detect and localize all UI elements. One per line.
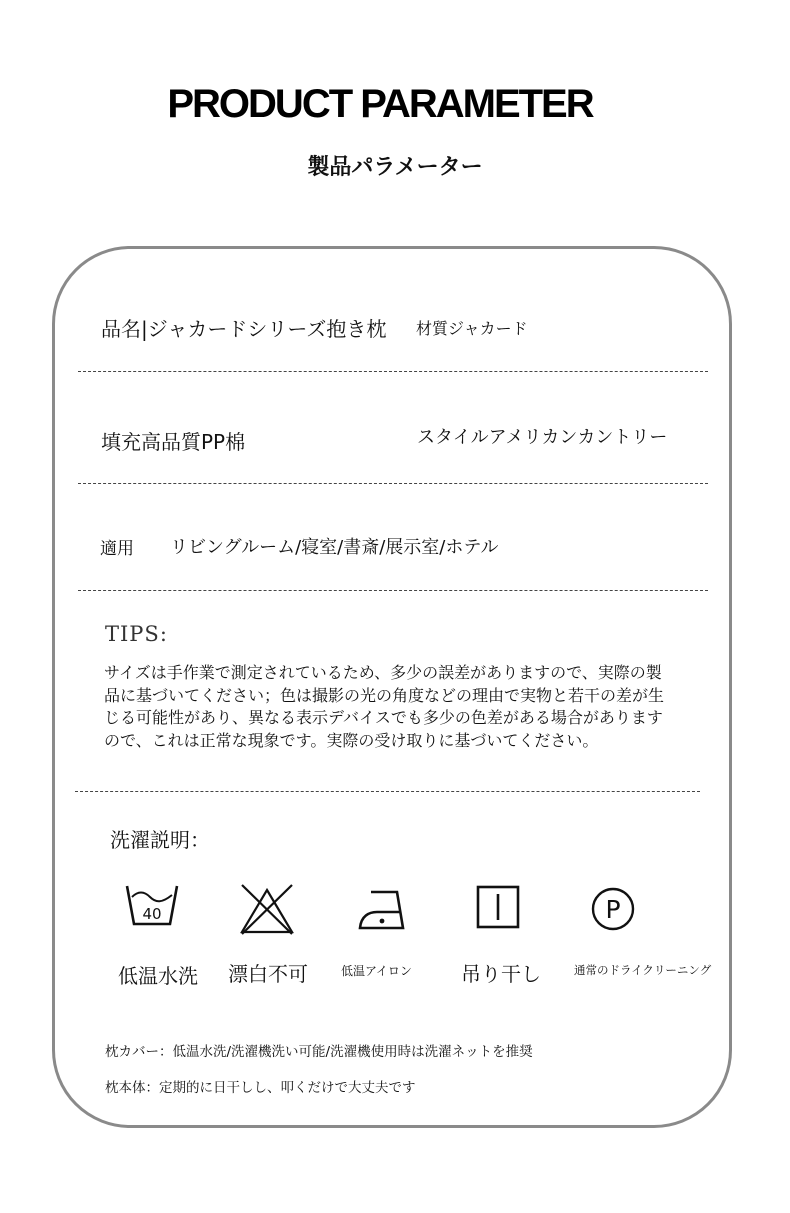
tips-line: 品に基づいてください；色は撮影の光の角度などの理由で実物と若干の差が生 — [104, 685, 665, 705]
no-bleach-icon — [238, 882, 296, 936]
product-name: 品名|ジャカードシリーズ抱き枕 — [101, 317, 387, 341]
care-label: 吊り干し — [461, 962, 541, 986]
hang-dry-icon — [475, 884, 521, 930]
tips-line: サイズは手作業で測定されているため、多少の誤差がありますので、実際の製 — [104, 663, 662, 682]
svg-text:P: P — [605, 895, 621, 924]
divider — [78, 590, 708, 591]
product-filling: 填充高品質PP棉 — [101, 430, 246, 454]
product-material: 材質ジャカード — [416, 319, 528, 338]
usage-label: 適用 — [100, 539, 134, 559]
tips-paragraph — [104, 662, 744, 752]
care-label: 低温水洗 — [118, 964, 198, 988]
divider — [78, 483, 708, 484]
tips-line: ので、これは正常な現象です。実際の受け取りに基づいてください。 — [104, 730, 599, 750]
care-note-body: 枕本体：定期的に日干しし、叩くだけで大丈夫です — [105, 1080, 416, 1096]
divider — [75, 791, 700, 792]
divider — [78, 371, 708, 372]
care-note-cover: 枕カバー：低温水洗/洗濯機洗い可能/洗濯機使用時は洗濯ネットを推奨 — [105, 1044, 533, 1060]
svg-text:40: 40 — [142, 905, 162, 923]
dry-clean-p-icon — [590, 886, 636, 932]
tips-heading: TIPS: — [105, 622, 168, 646]
care-heading: 洗濯説明： — [110, 828, 210, 852]
usage-value: リビングルーム/寝室/書斎/展示室/ホテル — [170, 537, 499, 558]
tips-line: じる可能性があり、異なる表示デバイスでも多少の色差がある場合があります — [104, 708, 663, 727]
page-title: PRODUCT PARAMETER — [167, 82, 593, 126]
care-label: 漂白不可 — [228, 962, 308, 986]
iron-low-icon — [357, 884, 407, 932]
care-label: 通常のドライクリーニング — [574, 963, 712, 977]
wash-40-icon — [124, 882, 180, 932]
product-style: スタイルアメリカンカントリー — [417, 427, 668, 448]
page-subtitle: 製品パラメーター — [307, 155, 483, 180]
care-label: 低温アイロン — [341, 964, 412, 978]
